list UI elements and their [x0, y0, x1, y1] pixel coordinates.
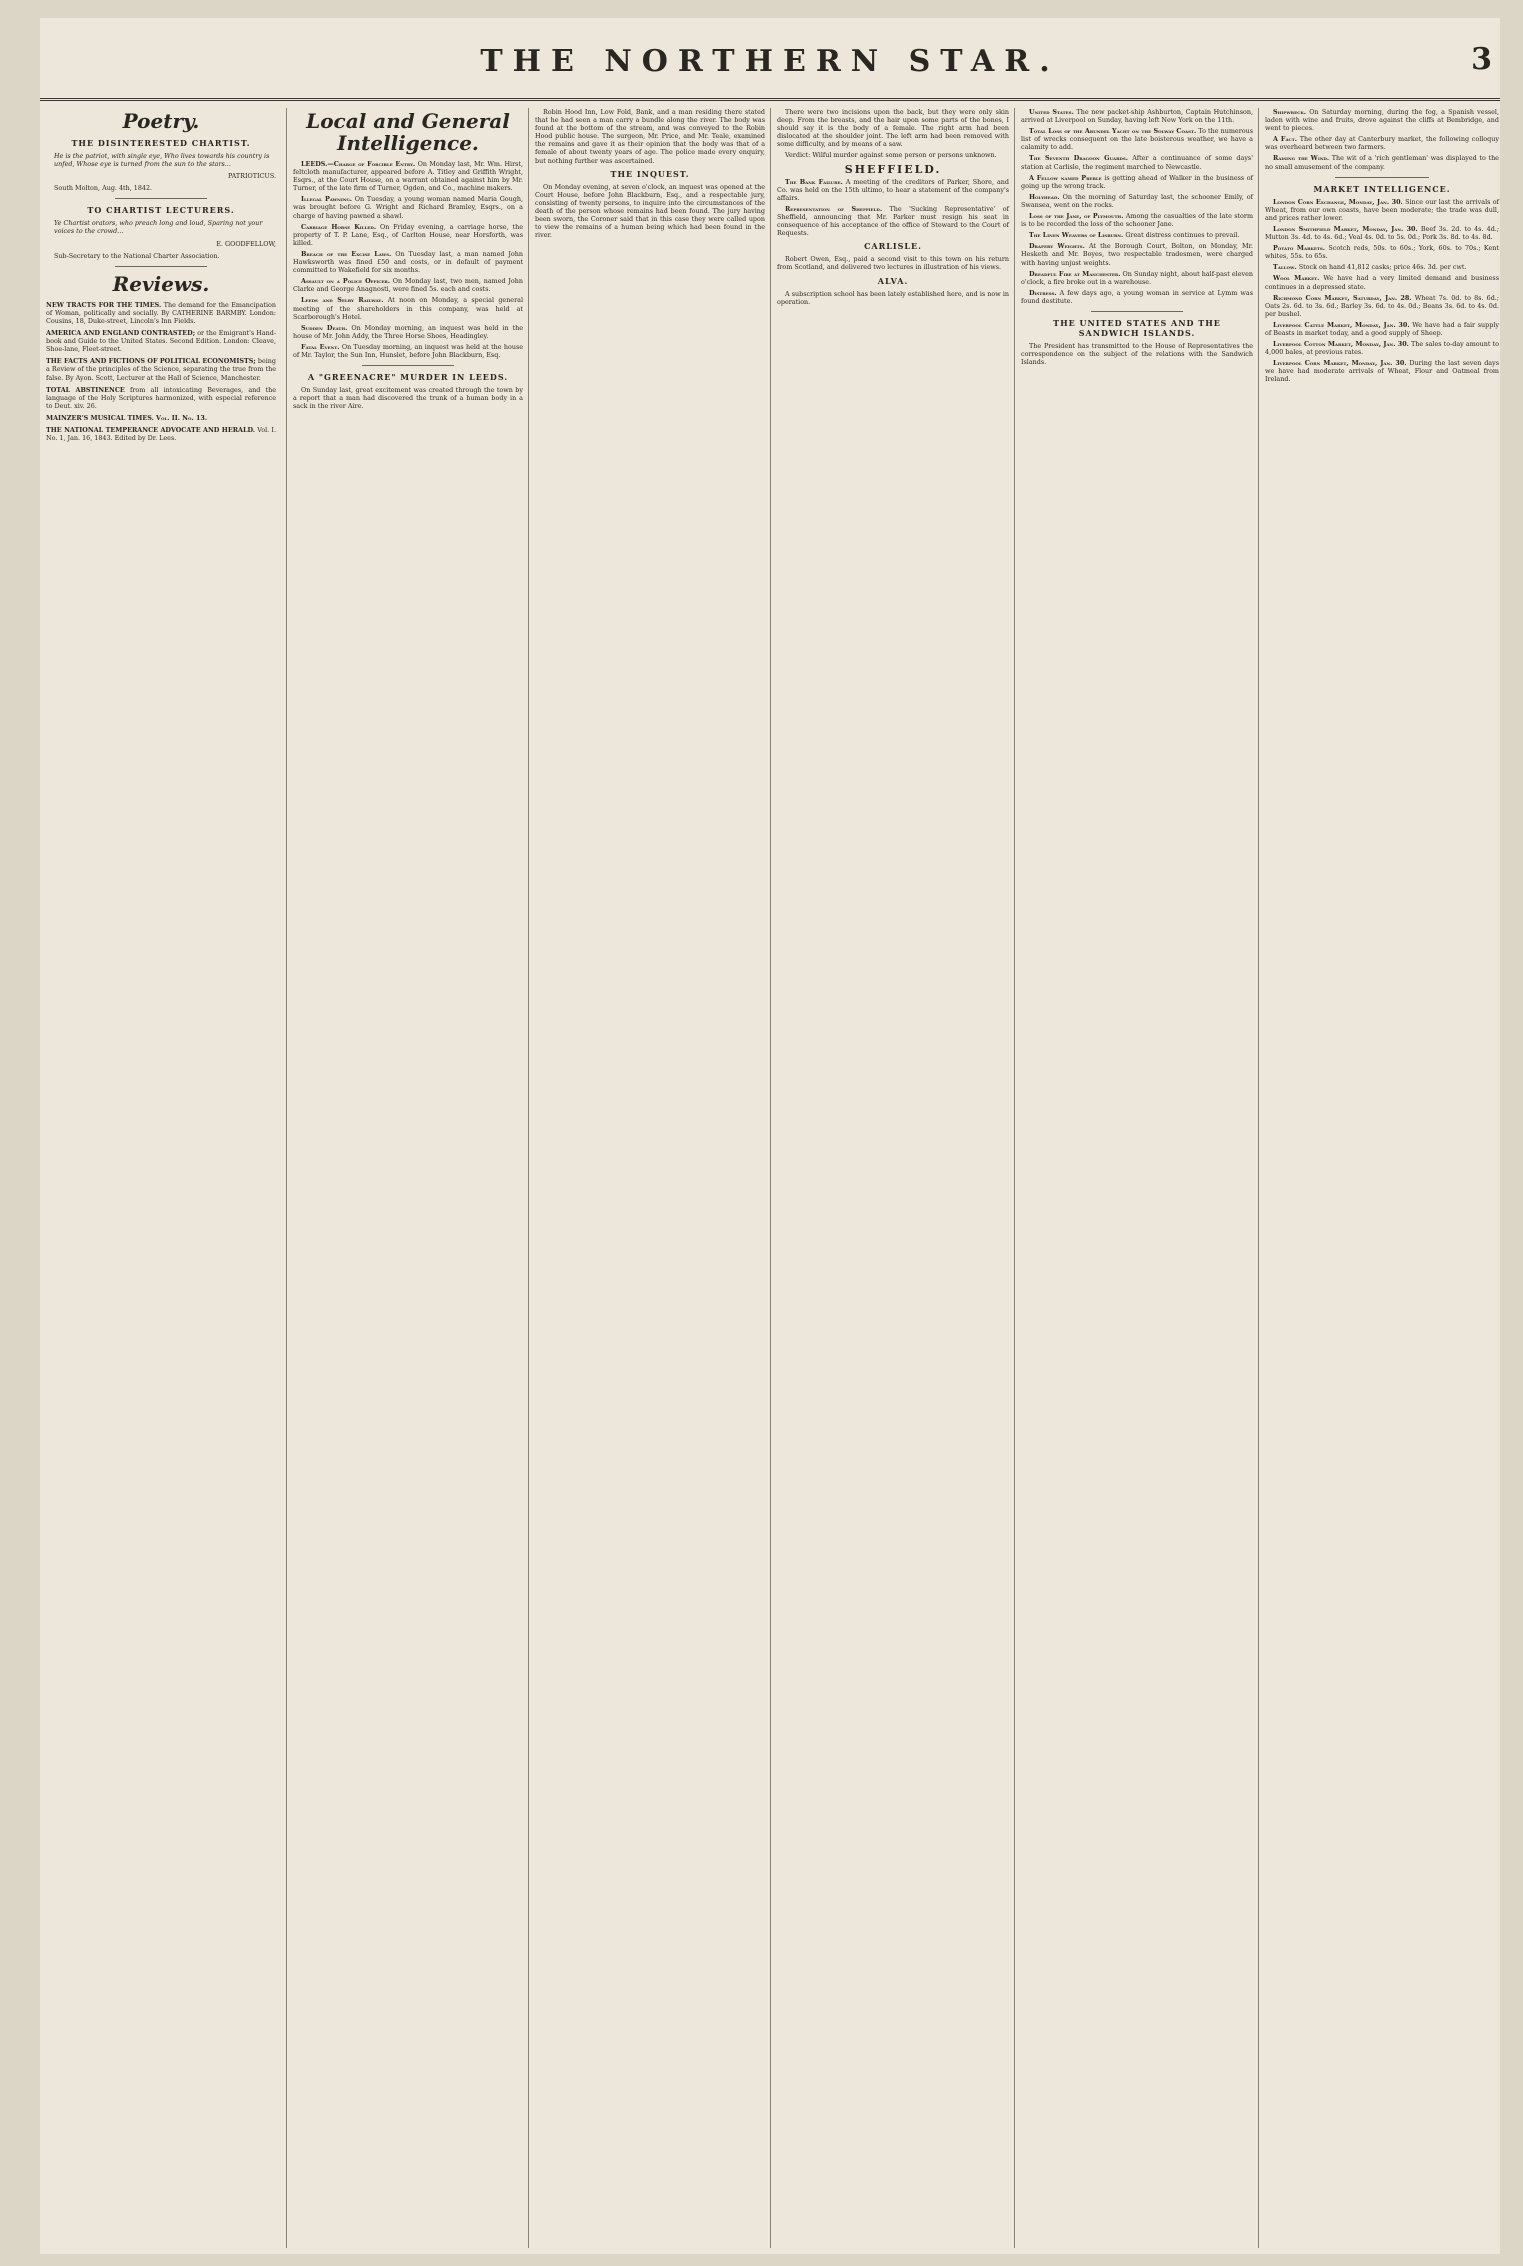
- column-2: [286, 108, 529, 2248]
- news-item-heading: Sudden Death.: [301, 323, 348, 332]
- column-5: [1014, 108, 1259, 2248]
- carlisle-heading: CARLISLE.: [864, 241, 922, 252]
- newspaper-title: THE NORTHERN STAR.: [480, 44, 1060, 79]
- market-item-heading: Liverpool Cattle Market, Monday, Jan. 30.: [1273, 320, 1410, 329]
- news-item: [1265, 154, 1499, 170]
- market-item-text: Stock on hand 41,812 casks; price 46s. 3d. per cwt.: [1298, 263, 1467, 272]
- review-item: [46, 426, 276, 442]
- news-item-text: On Sunday night, about half-past eleven o'clock, a fire broke out in a warehouse.: [1021, 269, 1253, 286]
- news-item-heading: Illegal Pawning.: [301, 195, 352, 204]
- market-item-heading: Wool Market.: [1273, 274, 1320, 283]
- sheffield-item: [777, 178, 1009, 202]
- market-item: [1265, 294, 1499, 318]
- news-item-text: On Tuesday, a young woman named Maria Gough, was brought before G. Wright and Richard Bramley, Esqrs., on a charge of having pawned a shawl.: [293, 195, 523, 220]
- review-text: being a Review of the principles of the Science, separating the true from the false. By Ayon. Scott, Lecturer at the Hall of Science, Manchester.: [46, 357, 276, 382]
- market-item-text: We have had a very limited demand and business continues in a depressed state.: [1265, 274, 1499, 291]
- review-heading: NEW TRACTS FOR THE TIMES.: [46, 300, 162, 309]
- news-item-heading: Breach of the Excise Laws.: [301, 249, 392, 258]
- poem-title-chartist-lecturers: TO CHARTIST LECTURERS.: [87, 205, 235, 216]
- news-item-text: On the morning of Saturday last, the schooner Emily, of Swansea, went on the rocks.: [1021, 192, 1253, 209]
- market-item: [1265, 274, 1499, 290]
- verdict-text: Verdict: Wilful murder against some person or persons unknown.: [785, 151, 997, 160]
- market-item: [1265, 263, 1499, 271]
- sheffield-item-text: A meeting of the creditors of Parker, Shore, and Co. was held on the 15th ultimo, to hear a statement of the company's affairs.: [777, 177, 1009, 202]
- news-item-text: The wit of a 'rich gentleman' was displayed to the no small amusement of the company.: [1265, 154, 1499, 171]
- news-item: [1021, 270, 1253, 286]
- sandwich-islands-text: The President has transmitted to the House of Representatives the correspondence on the subject of the relations with the Sandwich Islands.: [1021, 341, 1253, 367]
- news-item: [1021, 174, 1253, 190]
- news-item: [1021, 231, 1253, 239]
- poem-body: Ye Chartist orators, who preach long and loud, Sparing not your voices to the crowd...: [54, 219, 263, 236]
- news-item-text: At noon on Monday, a special general meeting of the shareholders in this company, was held at Scarborough's Hotel.: [293, 296, 523, 321]
- page-number: 3: [1471, 42, 1492, 77]
- news-items: [1021, 108, 1253, 305]
- review-heading: THE NATIONAL TEMPERANCE ADVOCATE AND HERALD.: [46, 425, 255, 434]
- news-item-text: On Friday evening, a carriage horse, the property of T. P. Lane, Esq., of Carlton House, near Horsforth, was killed.: [293, 222, 523, 247]
- story-text: On Sunday last, great excitement was created through the town by a report that a man had discovered the trunk of a human body in a sack in the river Aire.: [293, 386, 523, 411]
- news-item-text: Among the casualties of the late storm is to be recorded the loss of the schooner Jane.: [1021, 212, 1253, 229]
- news-item: [1265, 135, 1499, 151]
- news-item-text: Great distress continues to prevail.: [1125, 231, 1240, 240]
- review-text: Vol. I. No. 1, Jan. 16, 1843. Edited by Dr. Lees.: [46, 425, 276, 443]
- news-item: [293, 343, 523, 359]
- review-heading: THE FACTS AND FICTIONS OF POLITICAL ECONOMISTS;: [46, 357, 256, 366]
- market-item-text: Beef 3s. 2d. to 4s. 4d.; Mutton 3s. 4d. to 4s. 6d.; Veal 4s. 0d. to 5s. 0d.; Pork 3s. 8d. to 4s. 8d.: [1265, 224, 1499, 242]
- news-item-heading: Total Loss of the Arundel Yacht on the Solway Coast.: [1029, 127, 1197, 136]
- market-item: [1265, 198, 1499, 222]
- review-item: [46, 386, 276, 410]
- divider: [1091, 311, 1184, 312]
- sandwich-islands-title: THE UNITED STATES AND THE SANDWICH ISLANDS.: [1053, 317, 1221, 338]
- newspaper-page: [40, 18, 1500, 2254]
- market-item-text: The sales to-day amount to 4,000 bales, at previous rates.: [1265, 340, 1499, 357]
- news-item-heading: LEEDS.—Charge of Forcible Entry.: [301, 160, 416, 168]
- alva-text: A subscription school has been lately established here, and is now in operation.: [777, 289, 1009, 306]
- market-item-heading: London Corn Exchange, Monday, Jan. 30.: [1273, 197, 1403, 206]
- market-item-heading: Richmond Corn Market, Saturday, Jan. 28.: [1273, 293, 1412, 302]
- poem-body: He is the patriot, with single eye, Who lives towards his country is unfed, Whose eye is turned from the sun to the stars...: [54, 152, 270, 169]
- review-text: or the Emigrant's Hand-book and Guide to the United States. Second Edition. London: Cleave, Shoe-lane, Fleet-street.: [46, 329, 276, 354]
- divider: [1335, 177, 1429, 178]
- news-item-text: A few days ago, a young woman in service at Lymm was found destitute.: [1021, 288, 1253, 305]
- news-item-heading: Dreadful Fire at Manchester.: [1029, 269, 1121, 278]
- divider: [115, 266, 207, 267]
- news-item: [293, 160, 523, 192]
- market-item: [1265, 359, 1499, 383]
- local-intelligence-heading: Local and General Intelligence.: [306, 109, 510, 155]
- news-item-text: The new packet-ship Ashburton, Captain Hutchinson, arrived at Liverpool on Sunday, having left New York on the 11th.: [1021, 108, 1253, 125]
- market-item: [1265, 340, 1499, 356]
- inquest-text: On Monday evening, at seven o'clock, an inquest was opened at the Court House, before John Blackburn, Esq., and a respectable jury, consisting of twenty persons, to inquire into the circumstances of the death of the person whose remains had been found. The jury having been sworn, the Coroner said that in this case they were called upon to view the remains of a human being which had been found in the river.: [535, 182, 765, 240]
- review-heading: MAINZER'S MUSICAL TIMES. Vol. II. No. 13.: [46, 413, 208, 422]
- market-item-heading: Tallow.: [1273, 263, 1297, 272]
- news-item: [293, 195, 523, 219]
- review-item: [46, 357, 276, 381]
- divider: [362, 365, 454, 366]
- news-item-heading: Leeds and Selby Railway.: [301, 296, 384, 305]
- poem-signature-role: Sub-Secretary to the National Charter Association.: [54, 251, 220, 260]
- news-item-text: On Monday morning, an inquest was held in the house of Mr. John Addy, the Three Horse Shoes, Headingley.: [293, 323, 523, 340]
- market-item: [1265, 225, 1499, 241]
- news-item-heading: United States.: [1029, 108, 1074, 116]
- review-heading: TOTAL ABSTINENCE: [46, 385, 125, 394]
- sheffield-item-heading: The Bank Failure.: [785, 177, 843, 186]
- review-heading: AMERICA AND ENGLAND CONTRASTED;: [46, 329, 196, 338]
- carlisle-text: Robert Owen, Esq., paid a second visit to this town on his return from Scotland, and delivered two lectures in illustration of his views.: [777, 255, 1009, 272]
- news-item: [293, 223, 523, 247]
- surgeon-evidence-text: There were two incisions upon the back, but they were only skin deep. From the breasts, and the hair upon some parts of the bones, I should say it is the body of a female. The right arm had been dislocated at the shoulder joint. The left arm had been removed with some difficulty, and by means of a saw.: [777, 108, 1009, 149]
- news-item: [1021, 127, 1253, 151]
- news-item-heading: Shipwreck.: [1273, 108, 1307, 116]
- poetry-heading: Poetry.: [122, 109, 200, 133]
- news-item: [1021, 108, 1253, 124]
- news-item-text: The other day at Canterbury market, the following colloquy was overheard between two farmers.: [1265, 135, 1499, 152]
- alva-heading: ALVA.: [877, 275, 909, 286]
- review-item: [46, 301, 276, 325]
- news-item-text: On Saturday morning, during the fog, a Spanish vessel, laden with wine and fruits, drove against the cliffs at Bembridge, and went to pieces.: [1265, 108, 1499, 133]
- news-item-heading: A Fellow named Preble: [1029, 173, 1102, 182]
- news-item-heading: Distress.: [1029, 288, 1057, 297]
- review-item: [46, 329, 276, 353]
- sheffield-item-text: The 'Sucking Representative' of Sheffield, announcing that Mr. Parker must resign his seat in consequence of his acceptance of the office of Steward to the Court of Requests.: [777, 204, 1009, 238]
- masthead-rule: [40, 98, 1500, 101]
- market-item: [1265, 321, 1499, 337]
- news-item: [293, 296, 523, 320]
- reviews-heading: Reviews.: [112, 271, 210, 296]
- column-1: [46, 108, 282, 2248]
- news-item-heading: Carriage Horse Killed.: [301, 222, 377, 231]
- news-item-text: On Tuesday last, a man named John Hawksworth was fined £50 and costs, or in default of payment committed to Wakefield for six months.: [293, 249, 523, 275]
- news-item-heading: Loss of the Jane, of Plymouth.: [1029, 212, 1124, 221]
- news-item-heading: Drapery Weights.: [1029, 242, 1085, 251]
- sheffield-items: [777, 178, 1009, 238]
- review-text: The demand for the Emancipation of Woman, politically and socially. By CATHERINE BARMBY. London: Cousins, 18, Duke-street, Lincoln's Inn Fields.: [46, 300, 276, 325]
- news-item-heading: A Fact.: [1273, 135, 1297, 144]
- market-item: [1265, 244, 1499, 260]
- divider: [115, 198, 207, 199]
- sheffield-heading: SHEFFIELD.: [844, 162, 942, 176]
- column-3: [528, 108, 771, 2248]
- market-item-text: Scotch reds, 50s. to 60s.; York, 60s. to 70s.; Kent whites, 55s. to 65s.: [1265, 244, 1499, 261]
- masthead: [40, 40, 1500, 90]
- news-item-heading: Assault on a Police Officer.: [301, 277, 390, 286]
- news-item: [293, 250, 523, 274]
- news-item: [1021, 212, 1253, 228]
- news-item-heading: Raising the Wind.: [1273, 154, 1330, 163]
- market-item-heading: Liverpool Cotton Market, Monday, Jan. 30.: [1273, 340, 1409, 349]
- poem-signature: E. GOODFELLOW,: [216, 239, 276, 248]
- news-item-text: After a continuance of some days' station at Carlisle, the regiment marched to Newcastle.: [1021, 154, 1253, 171]
- news-item: [1265, 108, 1499, 132]
- review-item: [46, 414, 276, 422]
- market-item-heading: London Smithfield Market, Monday, Jan. 30.: [1273, 224, 1418, 233]
- news-items: [293, 160, 523, 359]
- inquest-title: THE INQUEST.: [610, 168, 690, 179]
- news-item-text: On Monday last, Mr. Wm. Hirst, feltcloth manufacturer, appeared before A. Titley and Griffith Wright, Esqrs., at the Court House, on a warrant obtained against him by Mr. Turner, of the late firm of Turner, Ogden, and Co., machine makers.: [293, 160, 523, 193]
- story-continued-text: Robin Hood Inn, Low Fold, Bank, and a man residing there stated that he had seen a man carry a bundle along the river. The body was found at the bottom of the stream, and was conveyed to the Robin Hood public house. The surgeon, Mr. Price, and Mr. Teale, examined the remains and gave it as their opinion that the body was that of a female of about twenty years of age. The police made every enquiry, but nothing further was ascertained.: [535, 108, 765, 165]
- sheffield-item: [777, 205, 1009, 237]
- news-item-heading: Holyhead.: [1029, 192, 1060, 201]
- column-4: [770, 108, 1015, 2248]
- news-item-heading: The Linen Weavers of Lisburn.: [1029, 231, 1124, 240]
- market-items: [1265, 198, 1499, 384]
- news-item: [1021, 289, 1253, 305]
- news-item: [1021, 242, 1253, 266]
- news-item-text: At the Borough Court, Bolton, on Monday, Mr. Hesketh and Mr. Boyes, two respectable tradesmen, were charged with having unjust weights.: [1021, 242, 1253, 267]
- market-item-heading: Potato Markets.: [1273, 244, 1326, 253]
- news-item: [1021, 154, 1253, 170]
- market-item-text: We have had a fair supply of Beasts in market today, and a good supply of Sheep.: [1265, 320, 1500, 337]
- news-items: [1265, 108, 1499, 171]
- news-item: [1021, 193, 1253, 209]
- news-item: [293, 277, 523, 293]
- news-item-text: On Tuesday morning, an inquest was held at the house of Mr. Taylor, the Sun Inn, Hunslet, before John Blackburn, Esq.: [293, 342, 524, 359]
- poem-signature: PATRIOTICUS.: [227, 172, 276, 181]
- review-text: from all intoxicating Beverages, and the language of the Holy Scriptures harmonized, with especial reference to Deut. xiv. 26.: [46, 385, 276, 410]
- news-item-heading: The Seventh Dragoon Guards.: [1029, 154, 1128, 163]
- market-item-text: Since our last the arrivals of Wheat, from our own coasts, have been moderate; the trade was dull, and prices rather lower.: [1265, 197, 1499, 222]
- sheffield-item-heading: Representation of Sheffield.: [785, 204, 883, 213]
- market-item-text: During the last seven days we have had moderate arrivals of Wheat, Flour and Oatmeal from Ireland.: [1265, 359, 1499, 384]
- news-item-heading: Fatal Event.: [301, 342, 340, 351]
- news-item-text: On Monday last, two men, named John Clarke and George Anagnosti, were fined 5s. each and costs.: [293, 277, 523, 294]
- news-item-text: is getting ahead of Walker in the business of going up the wrong track.: [1021, 173, 1253, 190]
- news-item: [293, 324, 523, 340]
- story-title: A "GREENACRE" MURDER IN LEEDS.: [307, 372, 509, 383]
- news-item-text: To the numerous list of wrecks consequent on the late boisterous weather, we have a calamity to add.: [1021, 127, 1253, 152]
- column-6: [1258, 108, 1505, 2248]
- poem-place: South Molton, Aug. 4th, 1842.: [54, 184, 153, 193]
- market-item-heading: Liverpool Corn Market, Monday, Jan. 30.: [1273, 359, 1407, 368]
- poem-title-disinterested-chartist: THE DISINTERESTED CHARTIST.: [71, 138, 251, 148]
- market-intelligence-heading: MARKET INTELLIGENCE.: [1313, 183, 1451, 194]
- market-item-text: Wheat 7s. 0d. to 8s. 6d.; Oats 2s. 6d. to 3s. 6d.; Barley 3s. 6d. to 4s. 0d.; Beans 3s. 6d. to 4s. 0d. per bushel.: [1265, 293, 1499, 318]
